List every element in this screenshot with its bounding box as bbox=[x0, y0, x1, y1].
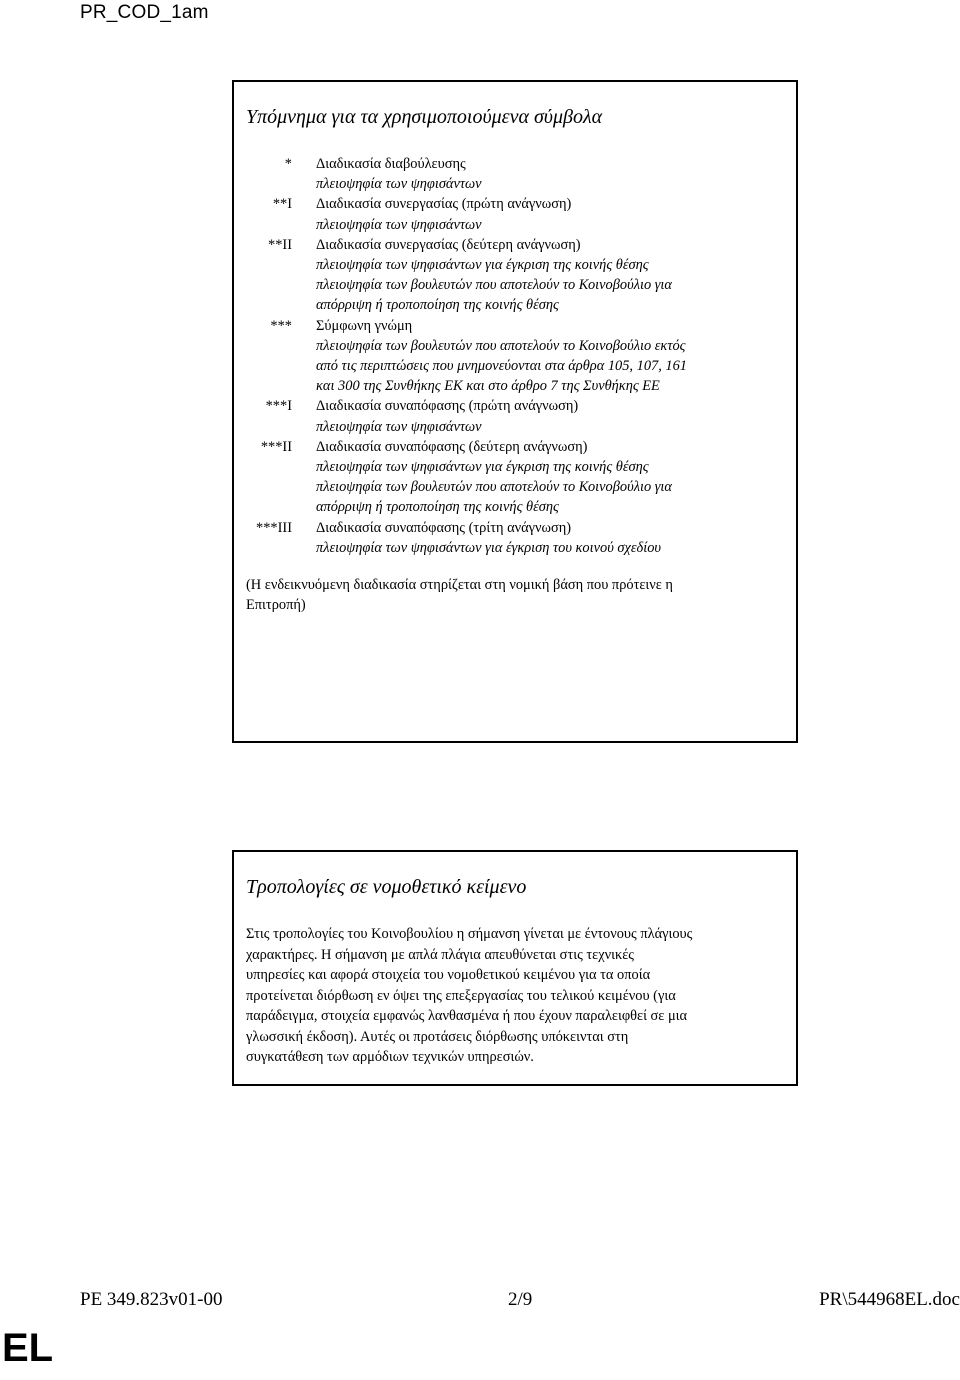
amendments-title: Τροπολογίες σε νομοθετικό κείμενο bbox=[246, 876, 527, 898]
legend-procedure: Διαδικασία συναπόφασης (πρώτη ανάγνωση) bbox=[316, 398, 579, 415]
amendments-line: γλωσσική έκδοση). Αυτές οι προτάσεις διόρθωσης υπόκεινται στη bbox=[246, 1028, 629, 1045]
legend-entry bbox=[234, 154, 796, 194]
amendments-line: παράδειγμα, στοιχεία εμφανώς λανθασμένα ή που έχουν παραλειφθεί σε μια bbox=[246, 1008, 688, 1024]
document-reference: PE 349.823v01-00 bbox=[80, 1289, 223, 1310]
legend-symbol: **I bbox=[272, 196, 292, 213]
legend-majority: πλειοψηφία των ψηφισάντων bbox=[316, 176, 482, 193]
legend-majority: πλειοψηφία των ψηφισάντων για έγκριση του κοινού σχεδίου bbox=[316, 539, 661, 556]
amendments-line: χαρακτήρες. Η σήμανση με απλά πλάγια απευθύνεται στις τεχνικές bbox=[246, 946, 634, 963]
legend-procedure: Σύμφωνη γνώμη bbox=[316, 317, 413, 334]
legend-entry bbox=[234, 194, 796, 234]
legend-note bbox=[246, 575, 786, 616]
legend-majority: πλειοψηφία των ψηφισάντων bbox=[316, 418, 482, 435]
amendments-text bbox=[246, 924, 791, 1068]
legend-symbol: ***II bbox=[260, 438, 292, 455]
legend-majority: από τις περιπτώσεις που μνημονεύονται στα άρθρα 105, 107, 161 bbox=[316, 358, 687, 375]
legend-majority: και 300 της Συνθήκης ΕΚ και στο άρθρο 7 της Συνθήκης ΕΕ bbox=[316, 378, 660, 395]
legend-symbol: **II bbox=[268, 236, 292, 253]
legend-entry bbox=[234, 316, 796, 397]
legend-entry bbox=[234, 518, 796, 558]
amendments-line: συγκατάθεση των αρμόδιων τεχνικών υπηρεσιών. bbox=[246, 1049, 534, 1065]
amendments-line: προτείνεται διόρθωση εν όψει της επεξεργασίας του τελικού κειμένου (για bbox=[246, 987, 676, 1004]
legend-symbol: ***I bbox=[265, 398, 292, 415]
legend-majority: πλειοψηφία των βουλευτών που αποτελούν το Κοινοβούλιο για bbox=[316, 277, 672, 294]
legend-entries bbox=[234, 154, 796, 558]
document-code: PR_COD_1am bbox=[80, 2, 209, 23]
legend-procedure: Διαδικασία διαβούλευσης bbox=[316, 156, 466, 172]
legend-majority: απόρριψη ή τροποποίηση της κοινής θέσης bbox=[316, 499, 559, 516]
legend-title: Υπόμνημα για τα χρησιμοποιούμενα σύμβολα bbox=[246, 106, 603, 128]
legend-majority: πλειοψηφία των ψηφισάντων για έγκριση της κοινής θέσης bbox=[316, 459, 649, 476]
legend-procedure: Διαδικασία συναπόφασης (δεύτερη ανάγνωση) bbox=[316, 438, 588, 455]
language-code: EL bbox=[2, 1326, 54, 1370]
legend-majority: πλειοψηφία των βουλευτών που αποτελούν το Κοινοβούλιο εκτός bbox=[316, 337, 686, 354]
legend-majority: απόρριψη ή τροποποίηση της κοινής θέσης bbox=[316, 297, 559, 314]
amendments-line: Στις τροπολογίες του Κοινοβουλίου η σήμανση γίνεται με έντονους πλάγιους bbox=[246, 926, 693, 942]
page-number: 2/9 bbox=[508, 1289, 533, 1310]
legend-procedure: Διαδικασία συναπόφασης (τρίτη ανάγνωση) bbox=[316, 519, 572, 536]
legend-symbol: ***III bbox=[256, 519, 292, 536]
amendments-box bbox=[232, 850, 798, 1086]
legend-box bbox=[232, 80, 798, 743]
legend-entry bbox=[234, 437, 796, 518]
legend-entry bbox=[234, 396, 796, 436]
amendments-line: υπηρεσίες και αφορά στοιχεία του νομοθετικού κειμένου για τα οποία bbox=[246, 967, 651, 983]
legend-majority: πλειοψηφία των βουλευτών που αποτελούν το Κοινοβούλιο για bbox=[316, 479, 672, 496]
legend-symbol: * bbox=[284, 156, 292, 172]
legend-procedure: Διαδικασία συνεργασίας (δεύτερη ανάγνωση) bbox=[316, 236, 581, 253]
legend-majority: πλειοψηφία των ψηφισάντων bbox=[316, 216, 482, 233]
file-name: PR\544968EL.doc bbox=[819, 1289, 960, 1310]
legend-procedure: Διαδικασία συνεργασίας (πρώτη ανάγνωση) bbox=[316, 196, 572, 213]
legend-entry bbox=[234, 235, 796, 316]
legend-note-line: Επιτροπή) bbox=[246, 597, 306, 614]
legend-symbol: *** bbox=[270, 317, 292, 334]
legend-note-line: (Η ενδεικνυόμενη διαδικασία στηρίζεται στη νομική βάση που πρότεινε η bbox=[246, 577, 673, 593]
legend-majority: πλειοψηφία των ψηφισάντων για έγκριση της κοινής θέσης bbox=[316, 257, 649, 274]
